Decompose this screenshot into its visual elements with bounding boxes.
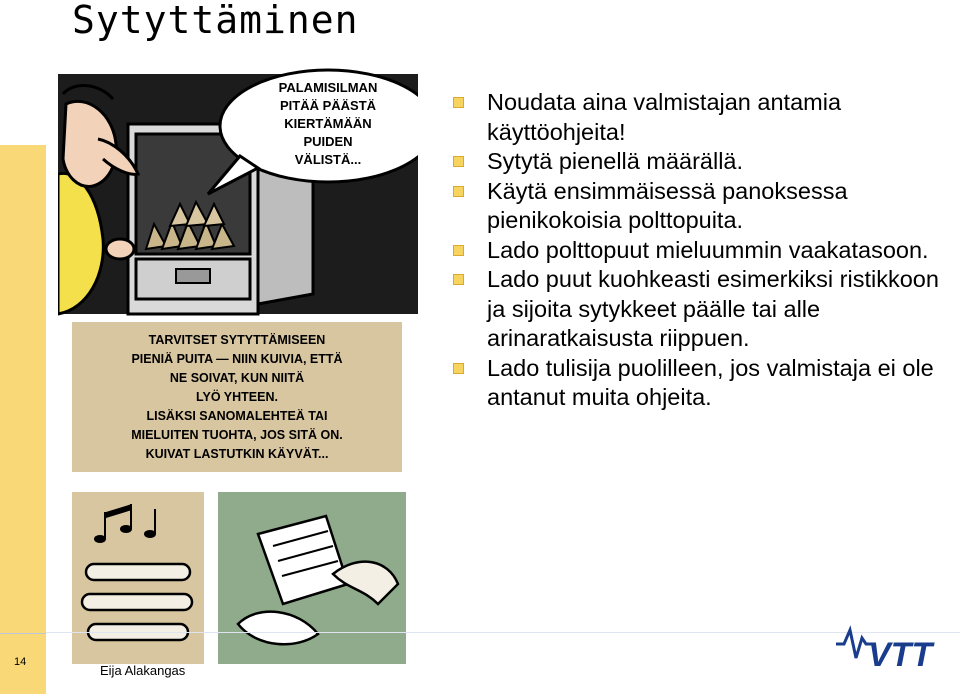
bullet-item — [453, 147, 943, 177]
bullet-item — [453, 265, 943, 354]
comic-illustration — [58, 64, 418, 664]
bullet-text: Lado tulisija puolilleen, jos valmistaja ei ole antanut muita ohjeita. — [487, 354, 934, 410]
kindling-sticks-icon — [82, 564, 192, 640]
bullet-text: Sytytä pienellä määrällä. — [487, 148, 744, 174]
footer-divider — [46, 632, 960, 633]
bullet-item — [453, 88, 943, 147]
logo-text: VTT — [868, 636, 933, 674]
bullet-item — [453, 236, 943, 266]
bullet-square-icon — [453, 186, 464, 197]
bubble-line: PITÄÄ PÄÄSTÄ — [279, 98, 377, 113]
slide-title: Sytyttäminen — [72, 0, 359, 42]
bubble-line: VÄLISTÄ... — [294, 152, 362, 167]
bullet-text: Käytä ensimmäisessä panoksessa pienikokoisia polttopuita. — [487, 177, 848, 233]
page-number-box — [0, 633, 46, 694]
caption-line: MIELUITEN TUOHTA, JOS SITÄ ON. — [131, 428, 343, 442]
caption-line: KUIVAT LASTUTKIN KÄYVÄT... — [145, 447, 329, 461]
bullet-square-icon — [453, 363, 464, 374]
bullet-text: Lado polttopuut mieluummin vaakatasoon. — [487, 236, 929, 263]
caption-line: LYÖ YHTEEN. — [196, 390, 278, 404]
bubble-line: PALAMISILMAN — [278, 80, 378, 95]
caption-line: LISÄKSI SANOMALEHTEÄ TAI — [146, 409, 328, 423]
bubble-line: PUIDEN — [303, 134, 353, 149]
author-name: Eija Alakangas — [100, 663, 186, 678]
vtt-logo-icon — [832, 620, 960, 674]
caption-line: PIENIÄ PUITA — NIIN KUIVIA, ETTÄ — [131, 352, 343, 366]
bullet-square-icon — [453, 97, 464, 108]
bubble-line: KIERTÄMÄÄN — [284, 116, 372, 131]
bullet-square-icon — [453, 156, 464, 167]
bullet-text: Lado puut kuohkeasti esimerkiksi ristikkoon ja sijoita sytykkeet päälle tai alle arinaratkaisusta riippuen. — [487, 266, 939, 351]
caption-line: NE SOIVAT, KUN NIITÄ — [169, 371, 305, 385]
left-accent-band — [0, 145, 46, 693]
bullet-item — [453, 354, 943, 413]
bullet-item — [453, 177, 943, 236]
bullet-text: Noudata aina valmistajan antamia käyttöohjeita! — [487, 89, 842, 145]
caption-line: TARVITSET SYTYTTÄMISEEN — [148, 333, 326, 347]
page-number: 14 — [14, 656, 27, 668]
bullet-list — [453, 88, 943, 413]
bullet-square-icon — [453, 274, 464, 285]
bullet-square-icon — [453, 245, 464, 256]
